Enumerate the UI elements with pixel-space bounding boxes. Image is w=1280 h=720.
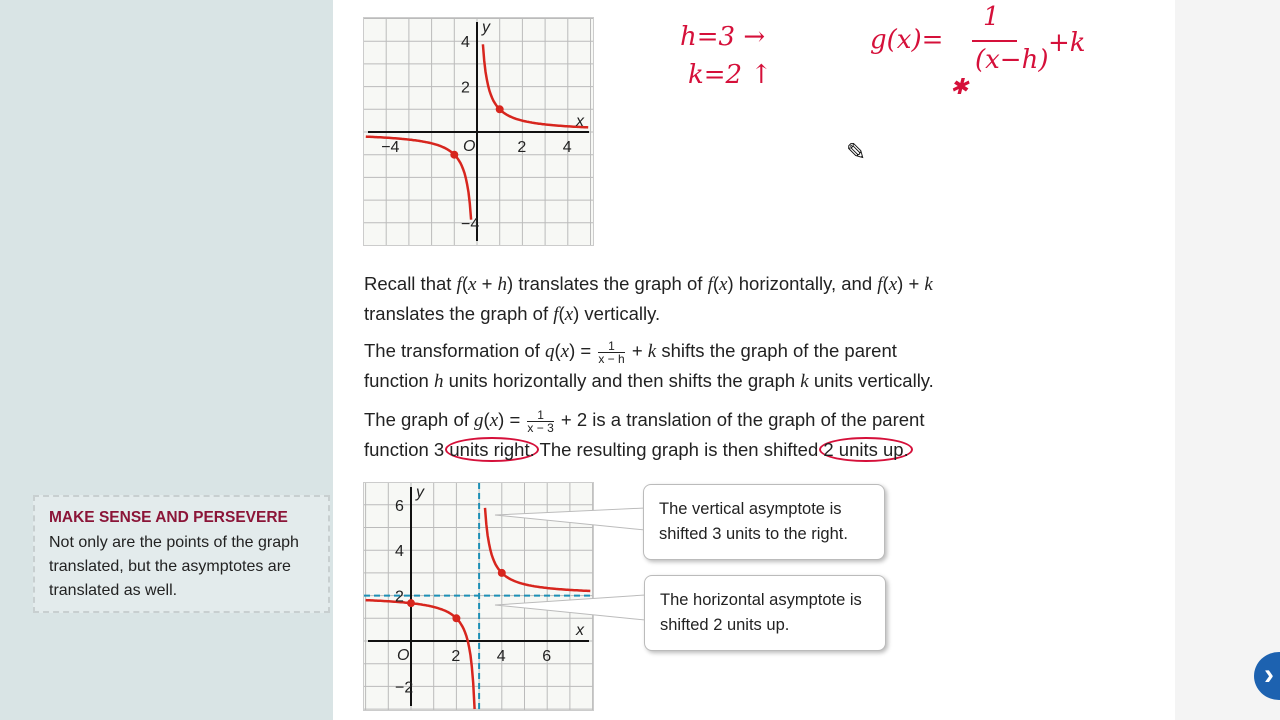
sidebar-body: Not only are the points of the graph translated, but the asymptotes are translated as well. [49,534,299,599]
callout-pointers [480,500,660,640]
fraction: $\frac{1}{x - h}$ [598,338,625,366]
pencil-cursor-icon: ✎ [846,139,867,166]
circled-units-up: 2 units up. [819,437,912,462]
x-tick-label: 4 [496,648,506,665]
x-tick-label: 4 [562,139,572,156]
handwritten-formula-plus: +k [1048,28,1086,58]
handwritten-fraction-bar [972,40,1017,42]
y-tick-label: 2 [461,79,470,97]
x-tick-label: 2 [451,648,461,665]
y-tick-label: −2 [395,679,414,697]
paragraph-recall: Recall that f(x + h) translates the graph of f(x) horizontally, and f(x) + k translates the graph of f(x) vertically. [364,273,933,325]
x-axis-label: x [576,622,584,639]
y-tick-label: −4 [461,215,480,233]
callout-vertical-asymptote: The vertical asymptote is shifted 3 units to the right. [643,484,885,560]
x-tick-label: −4 [381,139,400,156]
y-axis-label: y [416,484,424,501]
origin-label: O [397,647,410,664]
x-tick-label: 6 [542,648,552,665]
y-tick-label: 2 [395,588,404,606]
data-point [452,614,460,622]
sidebar-title: MAKE SENSE AND PERSEVERE [49,509,288,526]
paragraph-graph-of-g: The graph of g(x) = $\frac{1}{x - 3}$ + 2 is a translation of the graph of the parent function 3 units right. The resulting graph is then shifted 2 units up. [364,407,925,460]
handwritten-k: k=2 ↑ [688,60,773,90]
curve-branch [483,44,588,127]
x-axis-label: x [576,113,584,130]
fraction: $\frac{1}{x - 3}$ [527,407,554,435]
handwritten-star: ✱ [950,75,969,100]
handwritten-h: h=3 → [680,22,766,52]
y-axis-label: y [482,19,490,36]
handwritten-formula-num: 1 [983,2,1000,32]
y-tick-label: 6 [395,497,404,515]
callout-horizontal-asymptote: The horizontal asymptote is shifted 2 units up. [644,575,886,651]
y-tick-label: 4 [395,543,404,561]
circled-units-right: units right. [445,437,538,462]
chevron-right-icon: › [1264,658,1274,691]
right-margin [1175,0,1280,720]
data-point [407,599,415,607]
parent-function-graph [363,17,594,246]
paragraph-transformation: The transformation of q(x) = $\frac{1}{x - h}$ + k shifts the graph of the parent function h units horizontally and then shifts the graph k units vertically. [364,338,934,392]
handwritten-formula-den: (x−h) [975,45,1049,75]
y-tick-label: 4 [461,34,470,52]
handwritten-formula-lhs: g(x)= [870,25,944,55]
make-sense-sidebar [33,495,330,613]
data-point [496,105,504,113]
x-tick-label: 2 [517,139,527,156]
origin-label: O [463,138,476,155]
data-point [450,151,458,159]
